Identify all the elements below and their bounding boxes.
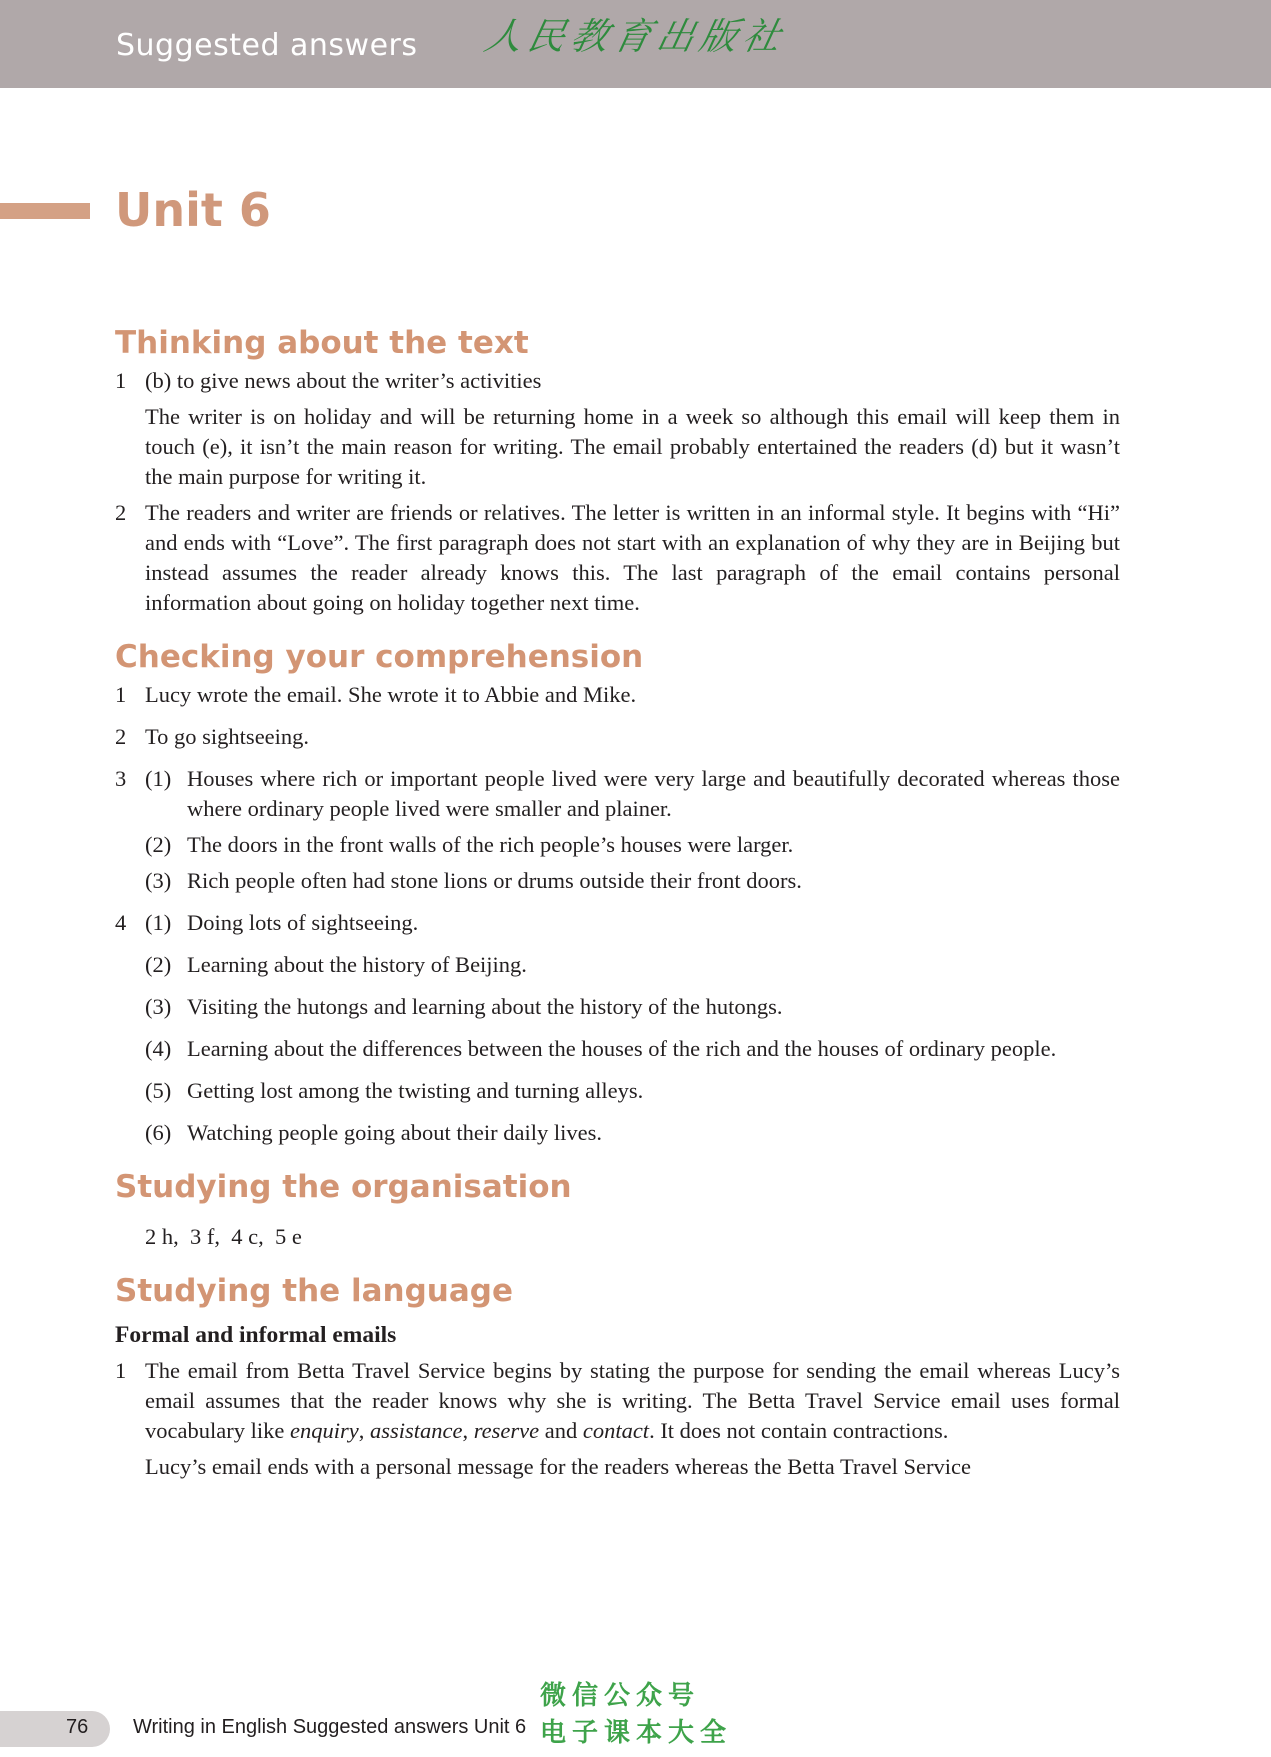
sub-item-text: Learning about the differences between the houses of the rich and the houses of ordinary people. bbox=[187, 1036, 1057, 1061]
subheading-formal-informal: Formal and informal emails bbox=[115, 1322, 397, 1348]
item-text: To go sightseeing. bbox=[145, 724, 310, 749]
list-item bbox=[115, 366, 1120, 492]
section-heading-thinking: Thinking about the text bbox=[115, 325, 529, 361]
section-heading-comprehension: Checking your comprehension bbox=[115, 639, 644, 675]
watermark-line-2: 电子课本大全 bbox=[540, 1718, 733, 1748]
sub-item-number: (3) bbox=[145, 868, 172, 893]
page-number-tab bbox=[0, 1711, 110, 1747]
organisation-answer: 2 h, 3 f, 4 c, 5 e bbox=[145, 1224, 302, 1249]
sub-item-text: Watching people going about their daily lives. bbox=[187, 1120, 602, 1145]
sub-item-number: (6) bbox=[145, 1120, 172, 1145]
sub-item-text: Learning about the history of Beijing. bbox=[187, 952, 527, 977]
sub-item bbox=[145, 866, 1120, 896]
section-heading-organisation: Studying the organisation bbox=[115, 1169, 572, 1205]
sub-item-text: Houses where rich or important people lived were very large and beautifully decorated whereas those where ordinary people lived were smaller and plainer. bbox=[187, 766, 1120, 821]
page-header bbox=[0, 0, 1271, 88]
sub-item-text: Doing lots of sightseeing. bbox=[187, 910, 419, 935]
sub-item-number: (3) bbox=[145, 994, 172, 1019]
text-run: , bbox=[462, 1418, 474, 1443]
answer-line bbox=[115, 1222, 1120, 1252]
watermark-line-1: 微信公众号 bbox=[540, 1681, 701, 1711]
sub-item bbox=[145, 908, 1120, 938]
item-text: (b) to give news about the writer’s activities bbox=[145, 368, 542, 393]
sub-item-text: Visiting the hutongs and learning about the history of the hutongs. bbox=[187, 994, 783, 1019]
section-heading-language: Studying the language bbox=[115, 1273, 514, 1309]
item-number: 1 bbox=[115, 1358, 127, 1383]
item-number: 2 bbox=[115, 724, 127, 749]
footer-text: Writing in English Suggested answers Unit 6 bbox=[133, 1716, 527, 1738]
sub-item-number: (1) bbox=[145, 766, 172, 791]
item-text bbox=[145, 1356, 1120, 1446]
vocab-word: enquiry bbox=[289, 1418, 359, 1443]
list-item bbox=[115, 680, 1120, 710]
text-run: and bbox=[539, 1418, 583, 1443]
item-number: 1 bbox=[115, 682, 127, 707]
list-item bbox=[115, 1356, 1120, 1482]
unit-title: Unit 6 bbox=[115, 183, 271, 237]
sub-item bbox=[145, 1118, 1120, 1148]
text-run: The email from Betta Travel Service begins by stating the purpose for sending the email whereas Lucy’s email assumes that the reader knows why she is writing. The Betta Travel Service email uses formal vocabulary like bbox=[145, 1358, 1120, 1443]
item-text: The readers and writer are friends or relatives. The letter is written in an informal style. It begins with “Hi” and ends with “Love”. The first paragraph does not start with an explanation of why they are in Beijing but instead assumes the reader already knows this. The last paragraph of the email contains personal information about going on holiday together next time. bbox=[145, 500, 1120, 615]
sub-item bbox=[145, 764, 1120, 824]
list-item bbox=[115, 722, 1120, 752]
item-number: 4 bbox=[115, 910, 127, 935]
sub-item-text: The doors in the front walls of the rich people’s houses were larger. bbox=[187, 832, 794, 857]
header-title: Suggested answers bbox=[116, 28, 418, 63]
publisher-seal: 人民教育出版社 bbox=[480, 15, 791, 58]
sub-item-text: Getting lost among the twisting and turning alleys. bbox=[187, 1078, 644, 1103]
vocab-word: reserve bbox=[473, 1418, 540, 1443]
item-number: 2 bbox=[115, 500, 127, 525]
sub-item-text: Rich people often had stone lions or drums outside their front doors. bbox=[187, 868, 802, 893]
sub-item bbox=[145, 1076, 1120, 1106]
sub-item-number: (5) bbox=[145, 1078, 172, 1103]
sub-item-number: (4) bbox=[145, 1036, 172, 1061]
item-number: 1 bbox=[115, 368, 127, 393]
sub-item bbox=[145, 992, 1120, 1022]
sub-item bbox=[145, 1034, 1120, 1064]
vocab-word: assistance bbox=[369, 1418, 463, 1443]
list-item bbox=[115, 498, 1120, 618]
list-item bbox=[115, 908, 1120, 1148]
sub-item-number: (2) bbox=[145, 952, 172, 977]
item-text: Lucy wrote the email. She wrote it to Abbie and Mike. bbox=[145, 682, 637, 707]
unit-accent-bar bbox=[0, 203, 90, 219]
sub-item bbox=[145, 950, 1120, 980]
item-text: The writer is on holiday and will be returning home in a week so although this email will keep them in touch (e), it isn’t the main reason for writing. The email probably entertained the readers (d) but it wasn’t the main purpose for writing it. bbox=[145, 404, 1120, 489]
sub-item bbox=[145, 830, 1120, 860]
vocab-word: contact bbox=[582, 1418, 650, 1443]
item-number: 3 bbox=[115, 766, 127, 791]
page-number: 76 bbox=[66, 1716, 89, 1738]
main-content bbox=[115, 320, 1120, 1482]
text-run: , bbox=[358, 1418, 370, 1443]
sub-item-number: (1) bbox=[145, 910, 172, 935]
list-item bbox=[115, 764, 1120, 896]
text-run: . It does not contain contractions. bbox=[649, 1418, 949, 1443]
sub-item-number: (2) bbox=[145, 832, 172, 857]
item-text: Lucy’s email ends with a personal message for the readers whereas the Betta Travel Service bbox=[145, 1454, 971, 1479]
